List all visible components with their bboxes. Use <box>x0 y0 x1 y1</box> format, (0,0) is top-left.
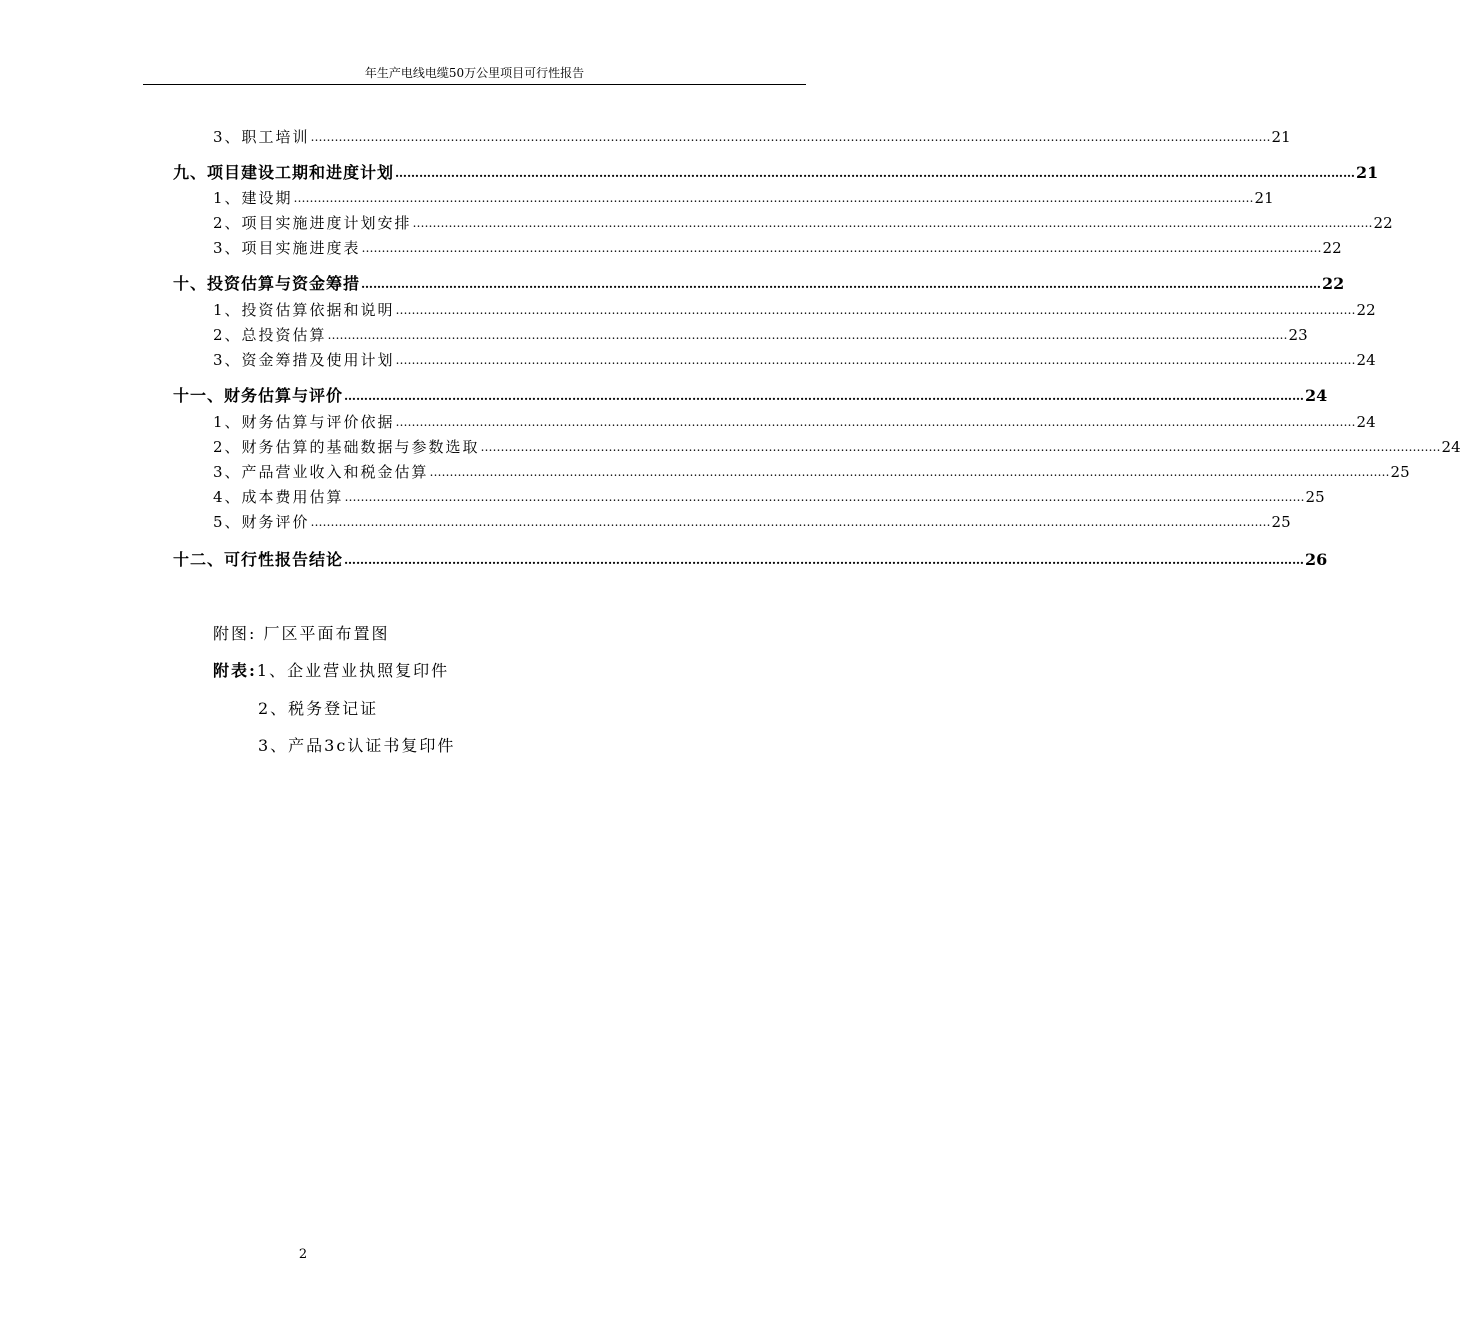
toc-entry-page: 23 <box>1288 326 1308 344</box>
toc-leader-dots: …………………………………………………………………………………………………………………………………………………………………………………………………………………… <box>327 328 1288 342</box>
toc-entry-page: 22 <box>1322 239 1342 257</box>
toc-entry-label: 十二、可行性报告结论 <box>173 550 344 569</box>
toc-entry[interactable] <box>213 436 1461 458</box>
toc-entry[interactable] <box>213 187 1274 209</box>
appendix-figure-text: 附图: 厂区平面布置图 <box>213 624 390 643</box>
toc-entry-label: 2、总投资估算 <box>213 326 327 344</box>
page-header <box>143 64 806 85</box>
appendix-table-item: 3、产品3c认证书复印件 <box>258 736 456 755</box>
appendix-table-row <box>258 735 455 757</box>
toc-entry[interactable] <box>213 461 1410 483</box>
toc-entry-label: 3、产品营业收入和税金估算 <box>213 463 429 481</box>
toc-entry-page: 22 <box>1373 214 1393 232</box>
toc-entry-label: 5、财务评价 <box>213 513 310 531</box>
toc-entry-label: 2、财务估算的基础数据与参数选取 <box>213 438 480 456</box>
appendix-tables-label: 附表: <box>213 661 257 680</box>
toc-entry-label: 3、资金筹措及使用计划 <box>213 351 395 369</box>
toc-entry[interactable] <box>213 486 1325 508</box>
toc-entry[interactable] <box>213 324 1308 346</box>
toc-entry[interactable] <box>213 126 1291 148</box>
toc-leader-dots: …………………………………………………………………………………………………………………………………………………………………………………………………………………… <box>480 440 1441 454</box>
toc-entry[interactable] <box>213 237 1342 259</box>
toc-entry-page: 24 <box>1356 351 1376 369</box>
toc-leader-dots: …………………………………………………………………………………………………………………………………………………………………………………………………………………… <box>344 490 1305 504</box>
toc-entry[interactable] <box>213 411 1376 433</box>
toc-entry-label: 3、职工培训 <box>213 128 310 146</box>
appendix-tables <box>213 660 449 682</box>
toc-leader-dots: …………………………………………………………………………………………………………………………………………………………………………………………………………………… <box>395 353 1356 367</box>
toc-leader-dots: …………………………………………………………………………………………………………………………………………………………………………………………………………………… <box>293 191 1254 205</box>
toc-entry-label: 十、投资估算与资金筹措 <box>173 274 361 293</box>
toc-chapter-entry[interactable] <box>173 273 1345 295</box>
appendix-table-row <box>258 698 378 720</box>
toc-entry-page: 21 <box>1356 163 1379 182</box>
toc-entry-label: 九、项目建设工期和进度计划 <box>173 163 395 182</box>
appendix-figure <box>213 623 389 645</box>
toc-chapter-entry[interactable] <box>173 385 1328 407</box>
toc-leader-dots: …………………………………………………………………………………………………………………………………………………………………………………………………………………… <box>395 415 1356 429</box>
toc-leader-dots: …………………………………………………………………………………………………………………………………………………………………………………………………………………… <box>395 303 1356 317</box>
toc-entry-page: 25 <box>1305 488 1325 506</box>
toc-entry-page: 22 <box>1322 274 1345 293</box>
appendix-table-item: 2、税务登记证 <box>258 699 379 718</box>
toc-entry[interactable] <box>213 212 1393 234</box>
toc-entry-page: 25 <box>1390 463 1410 481</box>
toc-entry-label: 2、项目实施进度计划安排 <box>213 214 412 232</box>
header-title: 年生产电线电缆50万公里项目可行性报告 <box>364 66 585 80</box>
toc-leader-dots: …………………………………………………………………………………………………………………………………………………………………………………………………………………… <box>395 166 1356 180</box>
toc-entry-page: 24 <box>1356 413 1376 431</box>
toc-leader-dots: …………………………………………………………………………………………………………………………………………………………………………………………………………………… <box>412 216 1373 230</box>
toc-leader-dots: …………………………………………………………………………………………………………………………………………………………………………………………………………………… <box>361 277 1322 291</box>
toc-leader-dots: …………………………………………………………………………………………………………………………………………………………………………………………………………………… <box>361 241 1322 255</box>
toc-leader-dots: …………………………………………………………………………………………………………………………………………………………………………………………………………………… <box>429 465 1390 479</box>
toc-chapter-entry[interactable] <box>173 549 1328 571</box>
toc-entry-label: 十一、财务估算与评价 <box>173 386 344 405</box>
toc-entry-label: 1、建设期 <box>213 189 293 207</box>
toc-entry-page: 21 <box>1254 189 1274 207</box>
page-number <box>0 1247 606 1262</box>
page-number-text: 2 <box>298 1247 308 1262</box>
toc-entry[interactable] <box>213 511 1291 533</box>
toc-entry-label: 4、成本费用估算 <box>213 488 344 506</box>
toc-leader-dots: …………………………………………………………………………………………………………………………………………………………………………………………………………………… <box>310 130 1271 144</box>
toc-entry-label: 1、投资估算依据和说明 <box>213 301 395 319</box>
toc-entry-page: 24 <box>1441 438 1461 456</box>
toc-entry-label: 1、财务估算与评价依据 <box>213 413 395 431</box>
toc-entry-page: 26 <box>1305 550 1328 569</box>
appendix-table-item: 1、企业营业执照复印件 <box>256 661 450 680</box>
toc-entry-label: 3、项目实施进度表 <box>213 239 361 257</box>
toc-leader-dots: …………………………………………………………………………………………………………………………………………………………………………………………………………………… <box>310 515 1271 529</box>
toc-entry-page: 22 <box>1356 301 1376 319</box>
toc-leader-dots: …………………………………………………………………………………………………………………………………………………………………………………………………………………… <box>344 389 1305 403</box>
toc-entry[interactable] <box>213 349 1376 371</box>
toc-entry-page: 24 <box>1305 386 1328 405</box>
toc-entry-page: 21 <box>1271 128 1291 146</box>
toc-entry[interactable] <box>213 299 1376 321</box>
toc-chapter-entry[interactable] <box>173 162 1379 184</box>
toc-leader-dots: …………………………………………………………………………………………………………………………………………………………………………………………………………………… <box>344 553 1305 567</box>
toc-entry-page: 25 <box>1271 513 1291 531</box>
